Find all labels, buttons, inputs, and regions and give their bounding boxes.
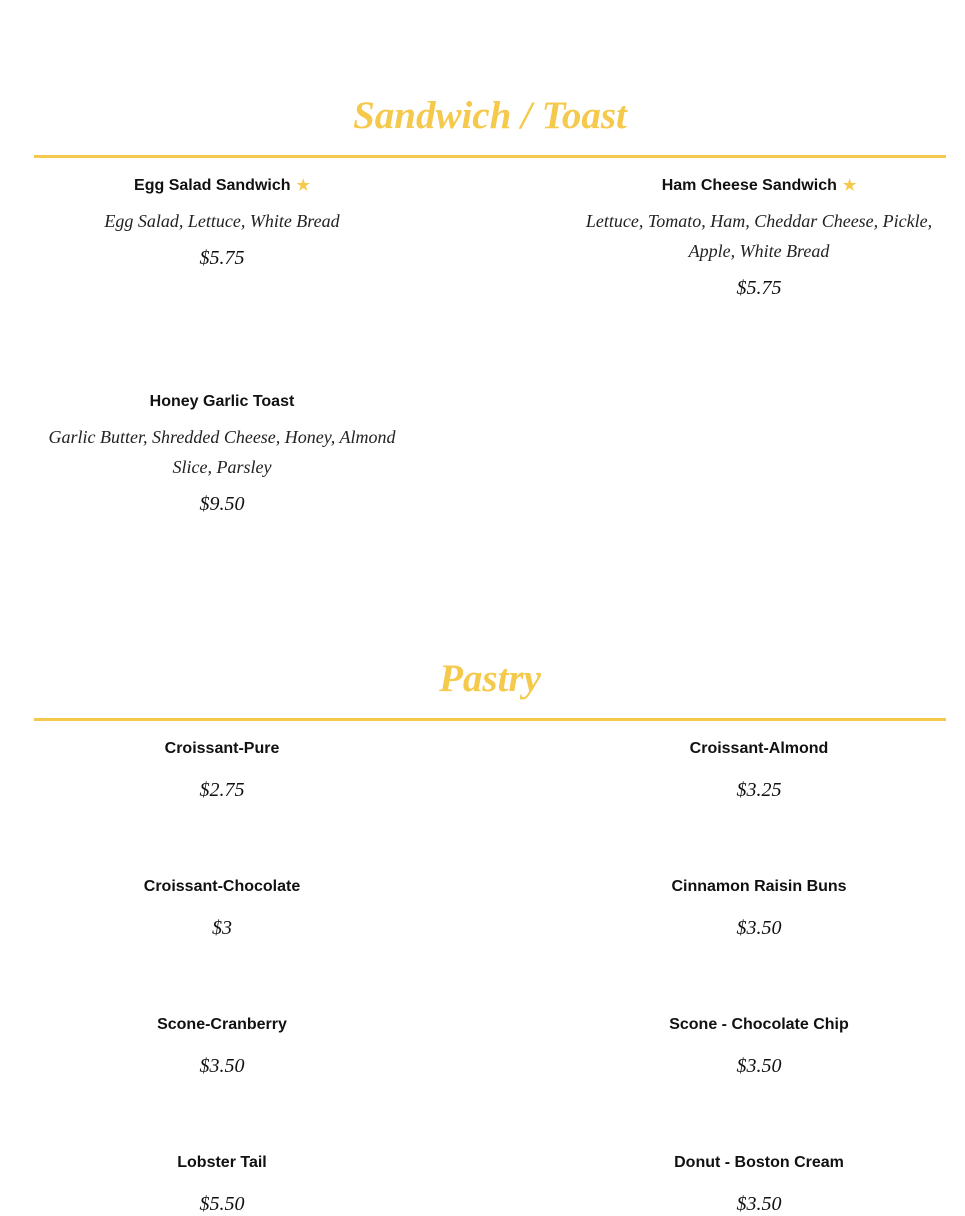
menu-item-price: $5.75 [736, 277, 782, 299]
menu-item-price: $3.50 [736, 917, 782, 939]
menu-item-name-row [572, 176, 946, 196]
menu-item-name: Scone-Cranberry [157, 1016, 287, 1033]
menu-item-price: $3 [212, 917, 232, 939]
menu-item-name: Cinnamon Raisin Buns [671, 878, 847, 895]
section-title-sandwich-toast: Sandwich / Toast [353, 94, 627, 137]
menu-item-name: Donut - Boston Cream [674, 1154, 844, 1171]
menu-item-croissant-almond[interactable] [572, 739, 946, 802]
star-icon: ★ [842, 177, 857, 194]
menu-item-donut-boston-cream[interactable] [572, 1153, 946, 1216]
menu-item-price: $5.75 [199, 247, 245, 269]
menu-item-description: Lettuce, Tomato, Ham, Cheddar Cheese, Pickle, Apple, White Bread [585, 211, 933, 261]
section-title-pastry: Pastry [439, 657, 541, 700]
menu-item-price: $3.50 [736, 1193, 782, 1215]
menu-item-name: Ham Cheese Sandwich [661, 177, 837, 194]
menu-item-price: $3.50 [199, 1055, 245, 1077]
menu-item-croissant-chocolate[interactable] [34, 877, 410, 940]
section-divider [34, 718, 946, 721]
menu-item-scone-chocolate-chip[interactable] [572, 1015, 946, 1078]
star-icon: ★ [296, 177, 310, 194]
menu-item-scone-cranberry[interactable] [34, 1015, 410, 1078]
menu-item-price: $3.50 [736, 1055, 782, 1077]
menu-item-lobster-tail[interactable] [34, 1153, 410, 1216]
menu-item-name: Croissant-Chocolate [143, 878, 301, 895]
menu-item-honey-garlic-toast[interactable] [34, 392, 410, 516]
menu-item-name-row [34, 176, 410, 196]
menu-item-price: $9.50 [199, 493, 245, 515]
menu-item-name: Scone - Chocolate Chip [669, 1016, 849, 1033]
menu-item-ham-cheese-sandwich[interactable] [572, 176, 946, 300]
menu-item-price: $2.75 [199, 779, 245, 801]
section-divider [34, 155, 946, 158]
menu-item-cinnamon-raisin-buns[interactable] [572, 877, 946, 940]
menu-item-name: Croissant-Almond [689, 740, 829, 757]
menu-item-name: Honey Garlic Toast [149, 393, 295, 410]
menu-item-name: Croissant-Pure [164, 740, 280, 757]
menu-item-egg-salad-sandwich[interactable] [34, 176, 410, 270]
menu-item-price: $3.25 [736, 779, 782, 801]
menu-item-price: $5.50 [199, 1193, 245, 1215]
menu-item-description: Garlic Butter, Shredded Cheese, Honey, Almond Slice, Parsley [48, 427, 396, 477]
menu-item-name: Egg Salad Sandwich [134, 177, 291, 194]
menu-item-description: Egg Salad, Lettuce, White Bread [104, 211, 340, 231]
menu-item-croissant-pure[interactable] [34, 739, 410, 802]
menu-item-name: Lobster Tail [177, 1154, 267, 1171]
